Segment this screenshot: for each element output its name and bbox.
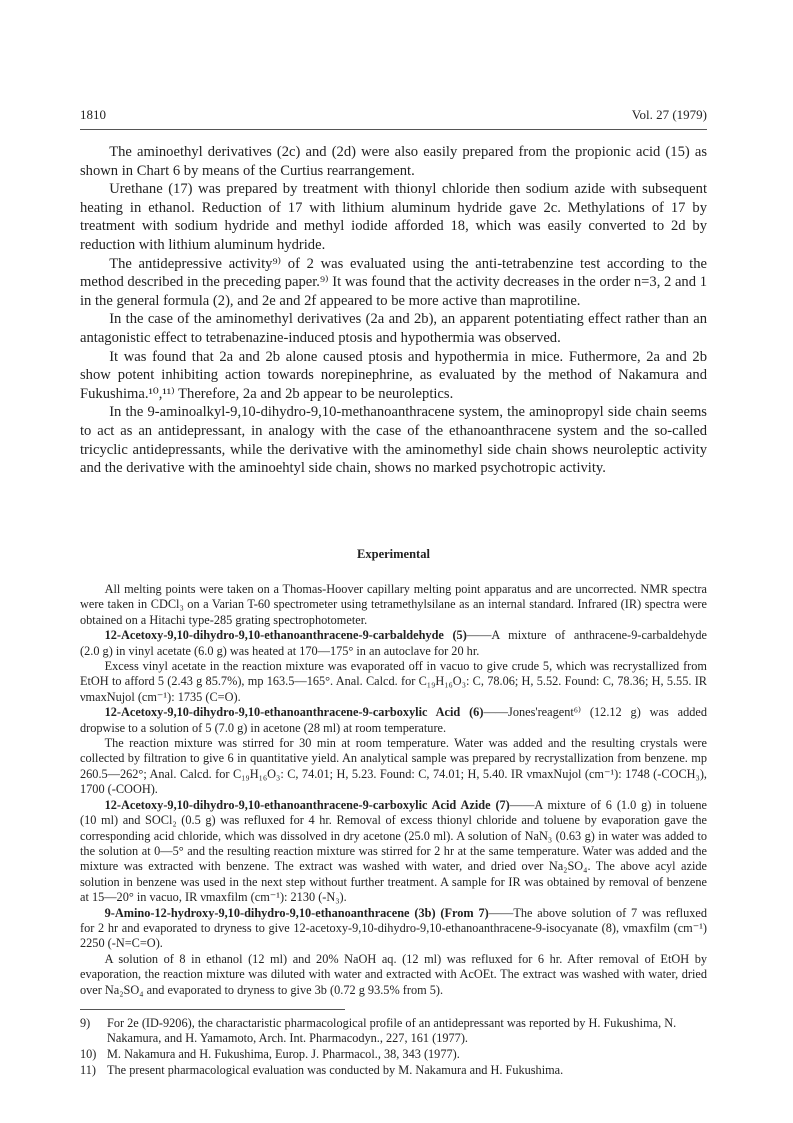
- footnote-text: For 2e (ID-9206), the charactaristic pharmacological profile of an antidepressant was reported by H. Fukushima, N. Nakamura, and H. Yamamoto, Arch. Int. Pharmacodyn., 227, 161 (1977).: [107, 1016, 677, 1045]
- paragraph: In the case of the aminomethyl derivatives (2a and 2b), an apparent potentiating effect rather than an antagonistic effect to tetrabenazine-induced ptosis and hypothermia was observed.: [80, 311, 707, 346]
- compound-procedure: ——The above solution of 7 was refluxed for 2 hr and evaporated to dryness to give 12-acetoxy-9,10-dihydro-9,10-ethanoanthracene-9-isocyanate (8), νmaxfilm (cm⁻¹) 2250 (-N=C=O).: [80, 905, 707, 951]
- compound-entry-continued: A solution of 8 in ethanol (12 ml) and 20% NaOH aq. (12 ml) was refluxed for 6 hr. After removal of EtOH by evaporation, the reaction mixture was diluted with water and extracted with AcOEt. The extract was washed with water, dried over Na₂SO₄ and evaporated to dryness to give 3b (0.72 g 93.5% from 5).: [80, 951, 707, 997]
- paragraph: The aminoethyl derivatives (2c) and (2d) were also easily prepared from the propionic acid (15) as shown in Chart 6 by means of the Curtius rearrangement.: [80, 144, 707, 179]
- compound-entry: [80, 628, 707, 659]
- experimental-general: All melting points were taken on a Thomas-Hoover capillary melting point apparatus and are uncorrected. NMR spectra were taken in CDCl₃ on a Varian T-60 spectrometer using tetramethylsilane as an internal standard. Infrared (IR) spectra were obtained on a Hitachi type-285 grating spectrophotometer.: [80, 582, 707, 627]
- footnote-number: 9): [80, 1016, 91, 1030]
- experimental-section: [80, 582, 707, 998]
- compound-procedure: ——A mixture of anthracene-9-carbaldehyde (2.0 g) in vinyl acetate (6.0 g) was heated at 170—175° in an autoclave for 20 hr.: [80, 628, 707, 658]
- footnote-number: 10): [80, 1047, 97, 1061]
- compound-entry: [80, 798, 707, 906]
- compound-entry-continued: Excess vinyl acetate in the reaction mixture was evaporated off in vacuo to give crude 5, which was recrystallized from EtOH to afford 5 (2.43 g 85.7%), mp 163.5—165°. Anal. Calcd. for C₁₉H₁₆O₃: C, 78.06; H, 5.52. Found: C, 78.36; H, 5.55. IR νmaxNujol (cm⁻¹): 1735 (C=O).: [80, 659, 707, 704]
- header-rule: [80, 129, 707, 130]
- footnote-text: The present pharmacological evaluation was conducted by M. Nakamura and H. Fukushima.: [107, 1063, 564, 1077]
- compound-title: 9-Amino-12-hydroxy-9,10-dihydro-9,10-ethanoanthracene (3b) (From 7): [104, 905, 489, 920]
- footnote: [80, 1047, 707, 1062]
- compound-title: 12-Acetoxy-9,10-dihydro-9,10-ethanoanthracene-9-carbaldehyde (5): [104, 628, 467, 643]
- compound-entry-continued: The reaction mixture was stirred for 30 min at room temperature. Water was added and the resulting crystals were collected by filtration to give 6 in quantitative yield. An analytical sample was prepared by recrystallization from benzene. mp 260.5—262°; Anal. Calcd. for C₁₉H₁₆O₃: C, 74.01; H, 5.23. Found: C, 74.01; H, 5.40. IR νmaxNujol (cm⁻¹): 1748 (-COCH₃), 1700 (-COOH).: [80, 736, 707, 797]
- paragraph: It was found that 2a and 2b alone caused ptosis and hypothermia in mice. Futhermore, 2a and 2b show potent inhibiting action towards norepinephrine, as evaluated by the method of Nakamura and Fukushima.¹⁰,¹¹⁾ Therefore, 2a and 2b appear to be neuroleptics.: [80, 348, 707, 402]
- volume-info: Vol. 27 (1979): [631, 107, 707, 122]
- compound-entry: [80, 705, 707, 736]
- page-header: [80, 107, 707, 125]
- footnote: [80, 1016, 707, 1046]
- paragraph: Urethane (17) was prepared by treatment with thionyl chloride then sodium azide with subsequent heating in ethanol. Reduction of 17 with lithium aluminum hydride gave 2c. Methylations of 17 by treatment with sodium hydride and methyl iodide afforded 18, which was easily converted to 2d by reduction with lithium aluminum hydride.: [80, 181, 707, 253]
- main-text: [80, 143, 707, 478]
- footnotes: [80, 1016, 707, 1079]
- footnote-text: M. Nakamura and H. Fukushima, Europ. J. Pharmacol., 38, 343 (1977).: [107, 1047, 460, 1061]
- compound-entry: [80, 906, 707, 952]
- compound-procedure: ——Jones'reagent⁶⁾ (12.12 g) was added dropwise to a solution of 5 (7.0 g) in acetone (28 ml) at room temperature.: [80, 705, 707, 735]
- page-number: 1810: [80, 107, 106, 122]
- paragraph: In the 9-aminoalkyl-9,10-dihydro-9,10-methanoanthracene system, the aminopropyl side chain seems to act as an antidepressant, in analogy with the case of the ethanoanthracene system and the so-called tricyclic antidepressants, while the derivative with the aminomethyl side chain shows neuroleptic activity and the derivative with the aminoehtyl side chain, shows no marked psychotropic activity.: [80, 404, 707, 477]
- compound-title: 12-Acetoxy-9,10-dihydro-9,10-ethanoanthracene-9-carboxylic Acid (6): [104, 705, 484, 720]
- footnote: [80, 1063, 707, 1078]
- experimental-heading: Experimental: [357, 547, 430, 561]
- footnote-rule: [80, 1009, 345, 1010]
- footnote-number: 11): [80, 1063, 96, 1077]
- paragraph: The antidepressive activity⁹⁾ of 2 was evaluated using the anti-tetrabenzine test according to the method described in the preceding paper.⁹⁾ It was found that the activity decreases in the order n=3, 2 and 1 in the general formula (2), and 2e and 2f appeared to be more active than maprotiline.: [80, 255, 707, 309]
- compound-procedure: ——A mixture of 6 (1.0 g) in toluene (10 ml) and SOCl₂ (0.5 g) was refluxed for 4 hr. Removal of excess thionyl chloride and toluene by evaporation gave the corresponding acid chloride, which was dissolved in dry acetone (25.0 ml). A solution of NaN₃ (0.63 g) in water was added to the solution at 0—5° and the resulting reaction mixture was stirred for 2 hr at the same temperature. Water was added and the mixture was extracted with benzene. The extract was washed with water, and dried over Na₂SO₄. The above acyl azide solution in benzene was used in the next step without further treatment. A sample for IR was obtained by removal of benzene at 15—20° in vacuo, IR νmaxfilm (cm⁻¹): 2130 (-N₃).: [80, 797, 707, 905]
- compound-title: 12-Acetoxy-9,10-dihydro-9,10-ethanoanthracene-9-carboxylic Acid Azide (7): [104, 797, 510, 812]
